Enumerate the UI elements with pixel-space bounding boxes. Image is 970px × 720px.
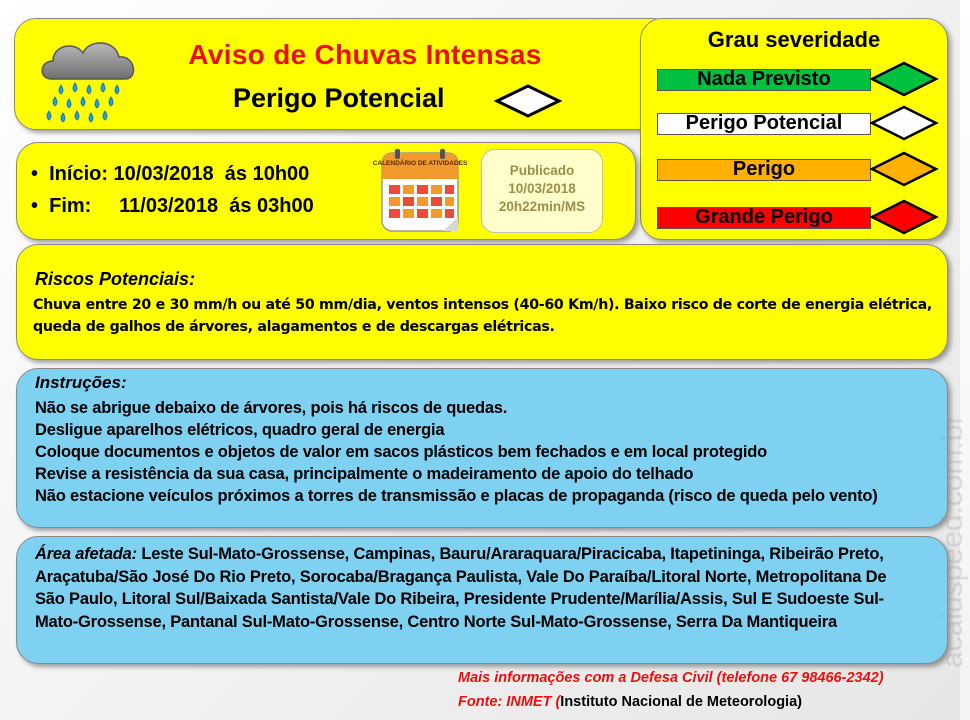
published-info	[481, 149, 603, 233]
start-date: • Início: 10/03/2018 ás 10h00	[31, 163, 310, 185]
severity-level-great-danger	[657, 197, 939, 237]
severity-title: Grau severidade	[707, 27, 881, 52]
list-item: Desligue aparelhos elétricos, quadro geral de energia	[35, 421, 445, 439]
affected-area-text	[35, 543, 915, 633]
affected-area-label: Área afetada:	[35, 545, 137, 563]
affected-area-list: Leste Sul-Mato-Grossense, Campinas, Bauru/Araraquara/Piracicaba, Itapetininga, Ribeirão Preto, Araçatuba/São José Do Rio Preto, Sorocaba/Bragança Paulista, Vale Do Paraíba/Litoral Norte, Metropolitana De São Paulo, Litoral Sul/Baixada Santista/Vale Do Ribeira, Presidente Prudente/Marília/Assis, Sul E Sudoeste Sul-Mato-Grossense, Pantanal Sul-Mato-Grossense, Centro Norte Sul-Mato-Grossense, Serra Da Mantiqueira	[35, 545, 887, 631]
severity-label: Perigo Potencial	[657, 113, 871, 135]
instructions-panel	[16, 368, 948, 528]
calendar-icon	[372, 147, 468, 235]
end-date: • Fim: 11/03/2018 ás 03h00	[31, 195, 314, 217]
diamond-icon	[869, 197, 939, 237]
severity-level-potential	[657, 103, 939, 143]
severity-legend-panel	[640, 18, 948, 240]
alert-level-subtitle: Perigo Potencial	[233, 83, 445, 113]
published-label: Publicado	[509, 163, 575, 178]
affected-area-panel	[16, 536, 948, 664]
published-date: 10/03/2018	[508, 181, 576, 196]
severity-label: Nada Previsto	[657, 69, 871, 91]
source-name: Instituto Nacional de Meteorologia)	[560, 694, 802, 710]
severity-level-none	[657, 59, 939, 99]
calendar-caption: CALENDÁRIO DE ATIVIDADES	[372, 160, 468, 167]
title-panel	[14, 18, 674, 130]
list-item: Revise a resistência da sua casa, principalmente o madeiramento de apoio do telhado	[35, 465, 694, 483]
severity-label: Perigo	[657, 159, 871, 181]
list-item: Coloque documentos e objetos de valor em sacos plásticos bem fechados e em local protegido	[35, 443, 768, 461]
source-line	[458, 694, 802, 710]
instructions-list	[35, 397, 930, 507]
rain-cloud-icon	[37, 33, 141, 133]
diamond-icon	[869, 149, 939, 189]
severity-label: Grande Perigo	[657, 207, 871, 229]
severity-level-danger	[657, 149, 939, 189]
diamond-icon	[493, 83, 563, 119]
diamond-icon	[869, 103, 939, 143]
diamond-icon	[869, 59, 939, 99]
source-prefix: Fonte: INMET (	[458, 694, 561, 710]
more-info-line: Mais informações com a Defesa Civil (telefone 67 98466-2342)	[458, 670, 884, 686]
risks-description: Chuva entre 20 e 30 mm/h ou até 50 mm/dia, ventos intensos (40-60 Km/h). Baixo risco de corte de energia elétrica, queda de galhos de árvores, alagamentos e de descargas elétricas.	[33, 297, 933, 335]
list-item: Não se abrigue debaixo de árvores, pois há riscos de quedas.	[35, 399, 508, 417]
published-time: 20h22min/MS	[498, 199, 586, 214]
instructions-title: Instruções:	[35, 373, 127, 392]
dates-panel	[16, 142, 636, 240]
page-title: Aviso de Chuvas Intensas	[188, 39, 542, 70]
risks-panel	[16, 244, 948, 360]
watermark: acaiuspeed.com.br	[936, 414, 969, 668]
risks-title: Riscos Potenciais:	[35, 269, 196, 289]
list-item: Não estacione veículos próximos a torres de transmissão e placas de propaganda (risco de queda pelo vento)	[35, 487, 878, 505]
